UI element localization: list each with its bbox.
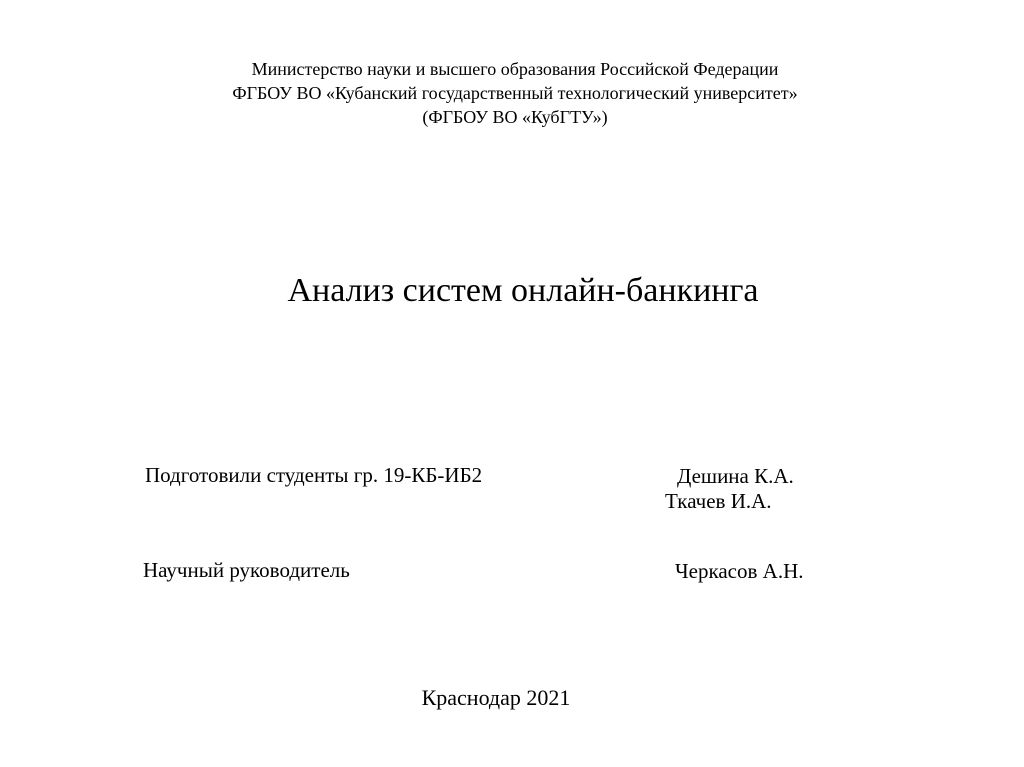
ministry-line: Министерство науки и высшего образования Российской Федерации: [251, 59, 779, 79]
author-name-1: Дешина К.А.: [677, 464, 794, 488]
supervisor-label: Научный руководитель: [143, 558, 350, 582]
supervisor-name: Черкасов А.Н.: [675, 559, 804, 583]
city-year-footer: Краснодар 2021: [421, 685, 571, 710]
presentation-title: Анализ систем онлайн-банкинга: [287, 272, 759, 309]
university-name-line: ФГБОУ ВО «Кубанский государственный технологический университет»: [232, 83, 798, 103]
authors-names: [665, 464, 794, 514]
institution-header: [3, 57, 1024, 129]
university-abbreviation-line: (ФГБОУ ВО «КубГТУ»): [422, 107, 608, 127]
prepared-by-label: Подготовили студенты гр. 19-КБ-ИБ2: [145, 463, 483, 487]
author-name-2: Ткачев И.А.: [665, 489, 772, 513]
